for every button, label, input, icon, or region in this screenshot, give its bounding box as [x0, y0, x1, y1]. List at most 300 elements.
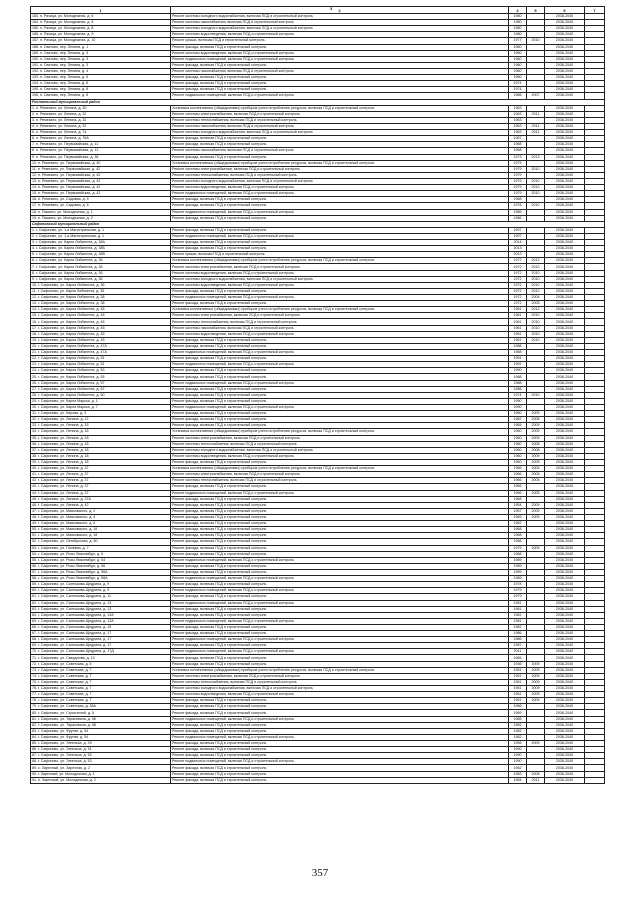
year-built-cell: 1984 [509, 777, 527, 783]
work-type-cell: Ремонт фасада, включая ПСД и строительный контроль [171, 423, 509, 429]
work-type-cell: Ремонт фасада, включая ПСД и строительный контроль [171, 386, 509, 392]
address-cell: 30. г. Сафоново, ул. Карла Маркса, д. 7 [31, 405, 171, 411]
planned-period-cell: 2038-2040 [545, 154, 585, 160]
planned-period-cell: 2038-2040 [545, 435, 585, 441]
year-built-cell: 1980 [509, 26, 527, 32]
work-type-cell: Ремонт фасада, включая ПСД и строительный контроль [171, 343, 509, 349]
address-cell: 23. г. Сафоново, ул. Карла Либкнехта, д. 51 [31, 362, 171, 368]
address-cell: 61. г. Сафоново, ул. Салтыкова-Щедрина, д. 11 [31, 594, 171, 600]
work-type-cell: Ремонт подвальных помещений, включая ПСД и строительный контроль [171, 93, 509, 99]
planned-period-cell: 2038-2040 [545, 777, 585, 783]
header-col-7: 7 [585, 7, 605, 14]
work-type-cell: Ремонт фасада, включая ПСД и строительный контроль [171, 545, 509, 551]
year-built-cell: 1936 [509, 661, 527, 667]
planned-period-cell: 2038-2040 [545, 423, 585, 429]
planned-period-cell: 2038-2040 [545, 331, 585, 337]
header-col-5: 5 [527, 7, 545, 14]
year-repair-cell: 2010 [527, 166, 545, 172]
address-cell: 186. п. Рачица, ул. Молодежная, д. 9 [31, 32, 171, 38]
year-built-cell: 1990 [509, 398, 527, 404]
year-built-cell: 1965 [509, 655, 527, 661]
planned-period-cell: 2038-2040 [545, 148, 585, 154]
year-built-cell: 1997 [509, 233, 527, 239]
header-col-2: 2 [338, 7, 341, 13]
work-type-cell: Ремонт системы водоотведения, включая ПСД и строительный контроль [171, 453, 509, 459]
year-built-cell: 1972 [509, 295, 527, 301]
year-built-cell: 1974 [509, 81, 527, 87]
work-type-cell: Ремонт фасада, включая ПСД и строительный контроль [171, 747, 509, 753]
work-type-cell: Ремонт системы теплоснабжения, включая ПСД и строительный контроль [171, 478, 509, 484]
work-type-cell: Ремонт фасада, включая ПСД и строительный контроль [171, 594, 509, 600]
work-type-cell: Ремонт фасада, включая ПСД и строительный контроль [171, 514, 509, 520]
planned-period-cell: 2038-2040 [545, 441, 585, 447]
address-cell: 46. г. Сафоново, ул. Ленина, д. 42 [31, 502, 171, 508]
year-built-cell: 1990 [509, 405, 527, 411]
address-cell: 1. г. Сафоново, ул. 1-я Магистральная, д. 1 [31, 227, 171, 233]
page-number: 357 [311, 867, 329, 879]
year-built-cell: 1982 [509, 765, 527, 771]
planned-period-cell: 2038-2040 [545, 514, 585, 520]
year-repair-cell: 2010 [527, 337, 545, 343]
year-built-cell: 1978 [509, 203, 527, 209]
year-built-cell: 1982 [509, 722, 527, 728]
year-built-cell: 1963 [509, 130, 527, 136]
work-type-cell: Ремонт системы водоотведения, включая ПСД и строительный контроль [171, 331, 509, 337]
year-repair-cell: 2010 [527, 185, 545, 191]
work-type-cell: Ремонт фасада, включая ПСД и строительный контроль [171, 765, 509, 771]
planned-period-cell: 2038-2040 [545, 380, 585, 386]
work-type-cell: Ремонт фасада, включая ПСД и строительный контроль [171, 661, 509, 667]
planned-period-cell: 2038-2040 [545, 356, 585, 362]
address-cell: 188. п. Сватово, пер. Ленина, д. 1 [31, 44, 171, 50]
work-type-cell: Ремонт подвальных помещений, включая ПСД и строительный контроль [171, 380, 509, 386]
planned-period-cell: 2038-2040 [545, 233, 585, 239]
address-cell: 4. г. Сафоново, ул. Карла Либкнехта, д. 38Б [31, 246, 171, 252]
year-repair-cell: 2009 [527, 686, 545, 692]
planned-period-cell: 2038-2040 [545, 368, 585, 374]
year-built-cell: 1986 [509, 637, 527, 643]
planned-period-cell: 2038-2040 [545, 722, 585, 728]
year-built-cell: 1969 [509, 514, 527, 520]
work-type-cell: Ремонт фасада, включая ПСД и строительный контроль [171, 631, 509, 637]
work-type-cell: Ремонт системы холодного водоснабжения, включая ПСД и строительный контроль [171, 26, 509, 32]
address-cell: 79. г. Сафоново, ул. Советская, д. 38А [31, 704, 171, 710]
year-built-cell: 1974 [509, 87, 527, 93]
address-cell: 17. п. Ремезино, ул. Садовая, д. 6 [31, 203, 171, 209]
address-cell: 44. г. Сафоново, ул. Ленина, д. 37 [31, 490, 171, 496]
planned-period-cell: 2038-2040 [545, 325, 585, 331]
address-cell: 6. п. Ремезино, ул. Ленина, д. 76А [31, 136, 171, 142]
address-cell: 2. п. Ремезино, ул. Ленина, д. 32 [31, 111, 171, 117]
work-type-cell: Ремонт фасада, включая ПСД и строительный контроль [171, 203, 509, 209]
year-built-cell: 1988 [509, 343, 527, 349]
address-cell: 75. г. Сафоново, ул. Советская, д. 7 [31, 679, 171, 685]
year-repair-cell: 2009 [527, 502, 545, 508]
year-repair-cell: 2005 [527, 301, 545, 307]
year-built-cell: 1966 [509, 490, 527, 496]
work-type-cell: Ремонт фасада, включая ПСД и строительный контроль [171, 521, 509, 527]
work-type-cell: Ремонт фасада, включая ПСД и строительный контроль [171, 563, 509, 569]
work-type-cell: Ремонт фасада, включая ПСД и строительный контроль [171, 337, 509, 343]
address-cell: 13. п. Ремезино, ул. Первомайская, д. 42 [31, 178, 171, 184]
year-built-cell: 1960 [509, 56, 527, 62]
planned-period-cell: 2038-2040 [545, 350, 585, 356]
address-cell: 58. г. Сафоново, ул. Розы Люксембург, д. 58А [31, 576, 171, 582]
year-built-cell: 1989 [509, 563, 527, 569]
year-repair-cell: 2009 [527, 411, 545, 417]
planned-period-cell: 2038-2040 [545, 771, 585, 777]
work-type-cell: Ремонт фасада, включая ПСД и строительный контроль [171, 771, 509, 777]
address-cell: 47. г. Сафоново, ул. Маяковского, д. 2 [31, 508, 171, 514]
year-built-cell: 1968 [509, 551, 527, 557]
address-cell: 37. г. Сафоново, ул. Ленина, д. 18 [31, 447, 171, 453]
year-built-cell: 1982 [509, 728, 527, 734]
year-repair-cell: 2010 [527, 313, 545, 319]
year-repair-cell: 2005 [527, 478, 545, 484]
year-repair-cell: 2011 [527, 130, 545, 136]
work-type-cell: Ремонт подвальных помещений, включая ПСД и строительный контроль [171, 600, 509, 606]
planned-period-cell: 2038-2040 [545, 759, 585, 765]
address-cell: 13. г. Сафоново, ул. Карла Либкнехта, д. 38 [31, 301, 171, 307]
work-type-cell: Ремонт подвальных помещений, включая ПСД и строительный контроль [171, 233, 509, 239]
year-built-cell: 1988 [509, 374, 527, 380]
planned-period-cell: 2038-2040 [545, 606, 585, 612]
year-repair-cell: 2010 [527, 392, 545, 398]
address-cell: 183. п. Рачица, ул. Молодежная, д. 6 [31, 14, 171, 20]
planned-period-cell: 2038-2040 [545, 87, 585, 93]
address-cell: 14. г. Сафоново, ул. Карла Либкнехта, д. 45 [31, 307, 171, 313]
year-built-cell: 1973 [509, 154, 527, 160]
planned-period-cell: 2038-2040 [545, 240, 585, 246]
year-repair-cell: 2007 [527, 93, 545, 99]
address-cell: 70. г. Сафоново, ул. Салтыкова-Щедрина, д. 17Д [31, 649, 171, 655]
year-built-cell: 1968 [509, 496, 527, 502]
year-built-cell: 1979 [509, 191, 527, 197]
work-type-cell: Ремонт системы газоснабжения, включая ПСД и строительный контроль [171, 148, 509, 154]
year-repair-cell: 2009 [527, 435, 545, 441]
work-type-cell: Ремонт крыши, включая ПСД и строительный контроль [171, 38, 509, 44]
planned-period-cell: 2038-2040 [545, 56, 585, 62]
year-built-cell: 1960 [509, 441, 527, 447]
work-type-cell: Ремонт системы электроснабжения, включая ПСД и строительный контроль [171, 313, 509, 319]
year-built-cell: 1981 [509, 618, 527, 624]
year-built-cell: 1988 [509, 380, 527, 386]
address-cell: 24. г. Сафоново, ул. Карла Либкнехта, д. 53 [31, 368, 171, 374]
planned-period-cell: 2038-2040 [545, 588, 585, 594]
planned-period-cell: 2038-2040 [545, 710, 585, 716]
work-type-cell: Ремонт системы теплоснабжения, включая ПСД и строительный контроль [171, 117, 509, 123]
year-built-cell: 1990 [509, 747, 527, 753]
work-type-cell: Установка коллективных (общедомовых) приборов учета потребления ресурсов, включая ПСД и строительный контроль [171, 307, 509, 313]
work-type-cell: Ремонт системы электроснабжения, включая ПСД и строительный контроль [171, 166, 509, 172]
year-built-cell: 1960 [509, 50, 527, 56]
work-type-cell: Ремонт фасада, включая ПСД и строительный контроль [171, 533, 509, 539]
work-type-cell: Ремонт фасада, включая ПСД и строительный контроль [171, 417, 509, 423]
year-built-cell: 1963 [509, 105, 527, 111]
year-built-cell: 1960 [509, 68, 527, 74]
year-built-cell: 1962 [509, 521, 527, 527]
year-repair-cell: 2009 [527, 514, 545, 520]
work-type-cell: Ремонт подвальных помещений, включая ПСД и строительный контроль [171, 734, 509, 740]
work-type-cell: Ремонт системы холодного водоснабжения, включая ПСД и строительный контроль [171, 686, 509, 692]
work-type-cell: Ремонт подвальных помещений, включая ПСД и строительный контроль [171, 350, 509, 356]
work-type-cell: Ремонт фасада, включая ПСД и строительный контроль [171, 777, 509, 783]
year-built-cell: 1979 [509, 172, 527, 178]
year-built-cell: 1997 [509, 227, 527, 233]
year-repair-cell: 2010 [527, 331, 545, 337]
year-built-cell: 1978 [509, 582, 527, 588]
work-type-cell: Установка коллективных (общедомовых) приборов учета потребления ресурсов, включая ПСД и строительный контроль [171, 160, 509, 166]
year-built-cell: 1987 [509, 643, 527, 649]
address-cell: 193. п. Сватово, пер. Ленина, д. 5 [31, 75, 171, 81]
year-repair-cell: 2009 [527, 679, 545, 685]
address-cell: 9. г. Сафоново, ул. Карла Либкнехта, д. 36 [31, 276, 171, 282]
year-repair-cell: 2008 [527, 441, 545, 447]
planned-period-cell: 2038-2040 [545, 337, 585, 343]
work-type-cell: Ремонт фасада, включая ПСД и строительный контроль [171, 753, 509, 759]
address-cell: 17. г. Сафоново, ул. Карла Либкнехта, д. 45 [31, 325, 171, 331]
year-built-cell: 1972 [509, 301, 527, 307]
work-type-cell: Ремонт фасада, включая ПСД и строительный контроль [171, 612, 509, 618]
work-type-cell: Ремонт подвальных помещений, включая ПСД и строительный контроль [171, 295, 509, 301]
address-cell: 1. п. Ремезино, ул. Ленина, д. 30 [31, 105, 171, 111]
work-type-cell: Ремонт фасада, включая ПСД и строительный контроль [171, 197, 509, 203]
year-built-cell: 1963 [509, 117, 527, 123]
year-repair-cell: 2013 [527, 154, 545, 160]
work-type-cell: Ремонт системы холодного водоснабжения, включая ПСД и строительный контроль [171, 447, 509, 453]
address-cell: 86. г. Сафоново, ул. Энгельса, д. 51 [31, 747, 171, 753]
address-cell: 12. п. Ремезино, ул. Первомайская, д. 42 [31, 172, 171, 178]
year-built-cell: 1991 [509, 362, 527, 368]
work-type-cell: Ремонт подвальных помещений, включая ПСД и строительный контроль [171, 576, 509, 582]
planned-period-cell: 2038-2040 [545, 563, 585, 569]
planned-period-cell: 2038-2040 [545, 508, 585, 514]
year-repair-cell: 2009 [527, 692, 545, 698]
address-cell: 52. г. Сафоново, ул. Октябрьская, д. 50 [31, 539, 171, 545]
program-table-sheet [30, 6, 604, 784]
planned-period-cell: 2038-2040 [545, 111, 585, 117]
planned-period-cell: 2038-2040 [545, 191, 585, 197]
planned-period-cell: 2038-2040 [545, 398, 585, 404]
year-built-cell: 2013 [509, 252, 527, 258]
planned-period-cell: 2038-2040 [545, 527, 585, 533]
work-type-cell: Ремонт подвальных помещений, включая ПСД и строительный контроль [171, 490, 509, 496]
planned-period-cell: 2038-2040 [545, 38, 585, 44]
planned-period-cell: 2038-2040 [545, 631, 585, 637]
year-built-cell: 1979 [509, 178, 527, 184]
address-cell: 63. г. Сафоново, ул. Салтыкова-Щедрина, д. 13 [31, 606, 171, 612]
header-col-1: 1 [31, 7, 171, 14]
year-repair-cell: 2012 [527, 307, 545, 313]
year-built-cell: 1986 [509, 704, 527, 710]
year-built-cell: 1951 [509, 692, 527, 698]
year-built-cell: 1960 [509, 62, 527, 68]
year-built-cell: 1954 [509, 502, 527, 508]
planned-period-cell: 2038-2040 [545, 392, 585, 398]
address-cell: 22. г. Сафоново, ул. Карла Либкнехта, д. 51 [31, 356, 171, 362]
planned-period-cell: 2038-2040 [545, 411, 585, 417]
address-cell: 60. г. Сафоново, ул. Салтыкова-Щедрина, д. 9 [31, 588, 171, 594]
address-cell: 184. п. Рачица, ул. Молодежная, д. 8 [31, 20, 171, 26]
year-repair-cell: 2010 [527, 288, 545, 294]
work-type-cell: Ремонт системы холодного водоснабжения, включая ПСД и строительный контроль [171, 276, 509, 282]
address-cell: 56. г. Сафоново, ул. Розы Люксембург, д. 56 [31, 563, 171, 569]
year-built-cell: 1961 [509, 331, 527, 337]
address-cell: 54. г. Сафоново, ул. Розы Люксембург, д. 6 [31, 551, 171, 557]
year-repair-cell: 2008 [527, 447, 545, 453]
year-built-cell: 1961 [509, 319, 527, 325]
year-built-cell: 2011 [509, 649, 527, 655]
planned-period-cell: 2038-2040 [545, 459, 585, 465]
work-type-cell: Ремонт фасада, включая ПСД и строительный контроль [171, 655, 509, 661]
year-repair-cell: 2009 [527, 453, 545, 459]
year-built-cell: 1989 [509, 557, 527, 563]
work-type-cell: Ремонт подвальных помещений, включая ПСД и строительный контроль [171, 649, 509, 655]
year-built-cell: 1961 [509, 307, 527, 313]
year-built-cell: 1981 [509, 600, 527, 606]
address-cell: 41. г. Сафоново, ул. Ленина, д. 37 [31, 472, 171, 478]
address-cell: 88. г. Сафоново, ул. Энгельса, д. 53 [31, 759, 171, 765]
address-cell: 35. г. Сафоново, ул. Ленина, д. 18 [31, 435, 171, 441]
year-repair-cell: 2010 [527, 38, 545, 44]
planned-period-cell: 2038-2040 [545, 288, 585, 294]
address-cell: 80. г. Сафоново, ул. Строителей, д. 5 [31, 710, 171, 716]
work-type-cell: Ремонт фасада, включая ПСД и строительный контроль [171, 75, 509, 81]
year-built-cell: 1972 [509, 270, 527, 276]
address-cell: 85. г. Сафоново, ул. Энгельса, д. 29 [31, 741, 171, 747]
work-type-cell: Ремонт фасада, включая ПСД и строительный контроль [171, 551, 509, 557]
planned-period-cell: 2038-2040 [545, 545, 585, 551]
work-type-cell: Ремонт системы газоснабжения, включая ПСД и строительный контроль [171, 123, 509, 129]
header-col-6: 6 [545, 7, 585, 14]
work-type-cell: Ремонт фасада, включая ПСД и строительный контроль [171, 606, 509, 612]
address-cell: 81. г. Сафоново, ул. Тарасевича, д. 56 [31, 716, 171, 722]
planned-period-cell: 2038-2040 [545, 692, 585, 698]
year-built-cell: 1968 [509, 142, 527, 148]
year-built-cell: 1966 [509, 466, 527, 472]
year-repair-cell: 2012 [527, 258, 545, 264]
planned-period-cell: 2038-2040 [545, 667, 585, 673]
planned-period-cell: 2038-2040 [545, 649, 585, 655]
work-type-cell: Ремонт подвальных помещений, включая ПСД и строительный контроль [171, 56, 509, 62]
planned-period-cell: 2038-2040 [545, 178, 585, 184]
year-built-cell: 2014 [509, 240, 527, 246]
year-built-cell: 1990 [509, 753, 527, 759]
year-built-cell: 1982 [509, 624, 527, 630]
address-cell: 82. г. Сафоново, ул. Тарасевича, д. 58 [31, 722, 171, 728]
year-built-cell: 1972 [509, 282, 527, 288]
year-built-cell: 1982 [509, 734, 527, 740]
address-cell: 15. г. Сафоново, ул. Карла Либкнехта, д. 45 [31, 313, 171, 319]
planned-period-cell: 2038-2040 [545, 753, 585, 759]
work-type-cell: Ремонт системы электроснабжения, включая ПСД и строительный контроль [171, 673, 509, 679]
address-cell: 43. г. Сафоново, ул. Ленина, д. 37 [31, 484, 171, 490]
work-type-cell: Ремонт фасада, включая ПСД и строительный контроль [171, 136, 509, 142]
address-cell: 19. п. Пашино, ул. Молодежная, д. 2 [31, 215, 171, 221]
address-cell: 20. г. Сафоново, ул. Карла Либкнехта, д. 47А [31, 343, 171, 349]
work-type-cell: Ремонт фасада, включая ПСД и строительный контроль [171, 710, 509, 716]
work-type-cell: Ремонт фасада, включая ПСД и строительный контроль [171, 569, 509, 575]
work-type-cell: Ремонт фасада, включая ПСД и строительный контроль [171, 154, 509, 160]
table-row [31, 777, 605, 783]
work-type-cell: Ремонт фасада, включая ПСД и строительный контроль [171, 496, 509, 502]
work-type-cell: Ремонт фасада, включая ПСД и строительный контроль [171, 624, 509, 630]
address-cell: 3. г. Сафоново, ул. Карла Либкнехта, д. 38А [31, 240, 171, 246]
address-cell: 10. п. Ремезино, ул. Первомайская, д. 40 [31, 160, 171, 166]
planned-period-cell: 2038-2040 [545, 136, 585, 142]
year-built-cell: 1960 [509, 429, 527, 435]
address-cell: 191. п. Сватово, пер. Ленина, д. 3 [31, 62, 171, 68]
planned-period-cell: 2038-2040 [545, 50, 585, 56]
address-cell: 45. г. Сафоново, ул. Ленина, д. 37А [31, 496, 171, 502]
planned-period-cell: 2038-2040 [545, 576, 585, 582]
work-type-cell: Ремонт системы холодного водоснабжения, включая ПСД и строительный контроль [171, 14, 509, 20]
address-cell: 62. г. Сафоново, ул. Салтыкова-Щедрина, д. 13 [31, 600, 171, 606]
work-type-cell: Ремонт системы водоотведения, включая ПСД и строительный контроль [171, 32, 509, 38]
work-type-cell: Ремонт фасада, включая ПСД и строительный контроль [171, 81, 509, 87]
address-cell: 8. п. Ремезино, ул. Первомайская, д. 12 [31, 148, 171, 154]
planned-period-cell: 2038-2040 [545, 765, 585, 771]
address-cell: 38. г. Сафоново, ул. Ленина, д. 18 [31, 453, 171, 459]
header-row [31, 7, 605, 14]
planned-period-cell: 2038-2040 [545, 618, 585, 624]
work-type-cell: Ремонт фасада, включая ПСД и строительный контроль [171, 374, 509, 380]
year-repair-cell: 2004 [527, 295, 545, 301]
year-built-cell: 1965 [509, 716, 527, 722]
year-built-cell: 1972 [509, 258, 527, 264]
year-repair-cell: 2008 [527, 417, 545, 423]
year-built-cell: 1983 [509, 771, 527, 777]
work-type-cell: Ремонт фасада, включая ПСД и строительный контроль [171, 411, 509, 417]
address-cell: 11. п. Ремезино, ул. Первомайская, д. 42 [31, 166, 171, 172]
planned-period-cell: 2038-2040 [545, 93, 585, 99]
work-type-cell: Ремонт фасада, включая ПСД и строительный контроль [171, 368, 509, 374]
planned-period-cell: 2038-2040 [545, 75, 585, 81]
year-repair-cell: 2009 [527, 673, 545, 679]
work-type-cell: Ремонт системы водоотведения, включая ПСД и строительный контроль [171, 282, 509, 288]
planned-period-cell: 2038-2040 [545, 478, 585, 484]
year-repair-cell: 2010 [527, 282, 545, 288]
work-type-cell: Ремонт системы теплоснабжения, включая ПСД и строительный контроль [171, 679, 509, 685]
planned-period-cell: 2038-2040 [545, 466, 585, 472]
planned-period-cell: 2038-2040 [545, 661, 585, 667]
year-repair-cell: 2009 [527, 698, 545, 704]
year-built-cell: 1966 [509, 472, 527, 478]
planned-period-cell: 2038-2040 [545, 32, 585, 38]
address-cell: 196. п. Сватово, пер. Ленина, д. 8 [31, 93, 171, 99]
work-type-cell: Ремонт фасада, включая ПСД и строительный контроль [171, 62, 509, 68]
year-built-cell: 1951 [509, 667, 527, 673]
year-built-cell: 1972 [509, 288, 527, 294]
address-cell: 32. г. Сафоново, ул. Ленина, д. 12 [31, 417, 171, 423]
work-type-cell: Ремонт фасада, включая ПСД и строительный контроль [171, 484, 509, 490]
planned-period-cell: 2038-2040 [545, 569, 585, 575]
year-built-cell: 1989 [509, 569, 527, 575]
work-type-cell: Ремонт фасада, включая ПСД и строительный контроль [171, 722, 509, 728]
work-type-cell: Ремонт фасада, включая ПСД и строительный контроль [171, 508, 509, 514]
address-cell: 15. п. Ремезино, ул. Первомайская, д. 42 [31, 191, 171, 197]
header-col-4: 4 [509, 7, 527, 14]
work-type-cell: Ремонт подвальных помещений, включая ПСД и строительный контроль [171, 637, 509, 643]
planned-period-cell: 2038-2040 [545, 362, 585, 368]
planned-period-cell: 2038-2040 [545, 62, 585, 68]
year-repair-cell: 2010 [527, 325, 545, 331]
planned-period-cell: 2038-2040 [545, 166, 585, 172]
work-type-cell: Ремонт подвальных помещений, включая ПСД и строительный контроль [171, 588, 509, 594]
planned-period-cell: 2038-2040 [545, 637, 585, 643]
planned-period-cell: 2038-2040 [545, 496, 585, 502]
year-repair-cell: 2010 [527, 270, 545, 276]
